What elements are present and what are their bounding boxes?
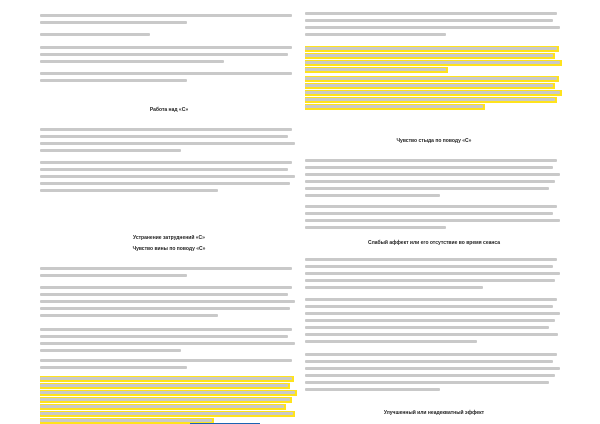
text-line <box>305 374 555 377</box>
text-line <box>40 72 292 75</box>
heading-resolve-c: Устранение затруднений «C» <box>133 235 205 241</box>
text-line <box>40 293 288 296</box>
text-line <box>305 326 549 329</box>
text-line <box>40 142 295 145</box>
text-line <box>305 212 553 215</box>
text-line <box>305 381 549 384</box>
text-line <box>305 61 560 64</box>
text-line <box>40 135 288 138</box>
text-line <box>40 21 187 24</box>
text-line <box>305 105 483 108</box>
text-line <box>305 319 555 322</box>
text-line <box>305 312 560 315</box>
text-line <box>305 19 553 22</box>
text-line <box>40 398 290 401</box>
text-line <box>40 182 290 185</box>
text-line <box>40 79 187 82</box>
text-line <box>40 314 218 317</box>
text-line <box>40 286 292 289</box>
text-line <box>40 366 187 369</box>
text-line <box>40 384 288 387</box>
text-line <box>40 342 295 345</box>
text-line <box>40 300 295 303</box>
text-line <box>305 180 555 183</box>
heading-unconscious: Улучшенный или неадекватный эффект <box>383 410 485 416</box>
text-line <box>40 405 284 408</box>
heading-feeling-c: Чувство вины по поводу «C» <box>132 246 206 252</box>
text-line <box>40 412 293 415</box>
text-line <box>40 149 181 152</box>
heading-workup-c: Работа над «C» <box>149 107 189 113</box>
text-line <box>305 367 560 370</box>
text-line <box>40 391 295 394</box>
text-line <box>305 279 555 282</box>
text-line <box>305 194 440 197</box>
text-line <box>305 340 477 343</box>
text-line <box>40 267 292 270</box>
text-line <box>305 272 560 275</box>
text-line <box>40 419 212 422</box>
text-line <box>40 168 288 171</box>
text-line <box>40 161 292 164</box>
text-line <box>40 307 290 310</box>
text-line <box>305 166 553 169</box>
text-line <box>305 12 557 15</box>
text-line <box>305 226 446 229</box>
text-line <box>305 205 557 208</box>
text-line <box>40 377 292 380</box>
text-line <box>305 98 555 101</box>
text-line <box>40 46 292 49</box>
text-line <box>305 54 553 57</box>
text-line <box>305 219 560 222</box>
text-line <box>40 274 187 277</box>
text-line <box>40 53 288 56</box>
text-line <box>305 298 557 301</box>
text-line <box>305 353 557 356</box>
text-line <box>40 328 292 331</box>
text-line <box>305 77 557 80</box>
text-line <box>305 286 483 289</box>
text-line <box>40 14 292 17</box>
text-line <box>40 335 288 338</box>
text-line <box>305 159 557 162</box>
text-line <box>305 187 549 190</box>
text-line <box>40 175 295 178</box>
text-line <box>40 349 181 352</box>
text-line <box>305 305 553 308</box>
text-line <box>305 84 553 87</box>
text-line <box>305 68 446 71</box>
text-line <box>305 388 440 391</box>
heading-self-lowering: Слабый аффект или его отсутствие во время сеанса <box>367 240 501 246</box>
text-line <box>40 128 292 131</box>
text-line <box>305 333 558 336</box>
text-line <box>305 91 560 94</box>
text-line <box>305 360 553 363</box>
text-line <box>40 60 224 63</box>
text-line <box>40 189 218 192</box>
text-line <box>305 47 557 50</box>
text-line <box>40 359 292 362</box>
text-line <box>305 33 446 36</box>
text-line <box>40 33 150 36</box>
text-line <box>305 26 560 29</box>
text-line <box>305 258 557 261</box>
text-line <box>305 173 560 176</box>
heading-shame-c: Чувство стыда по поводу «C» <box>396 138 472 144</box>
text-line <box>305 265 553 268</box>
